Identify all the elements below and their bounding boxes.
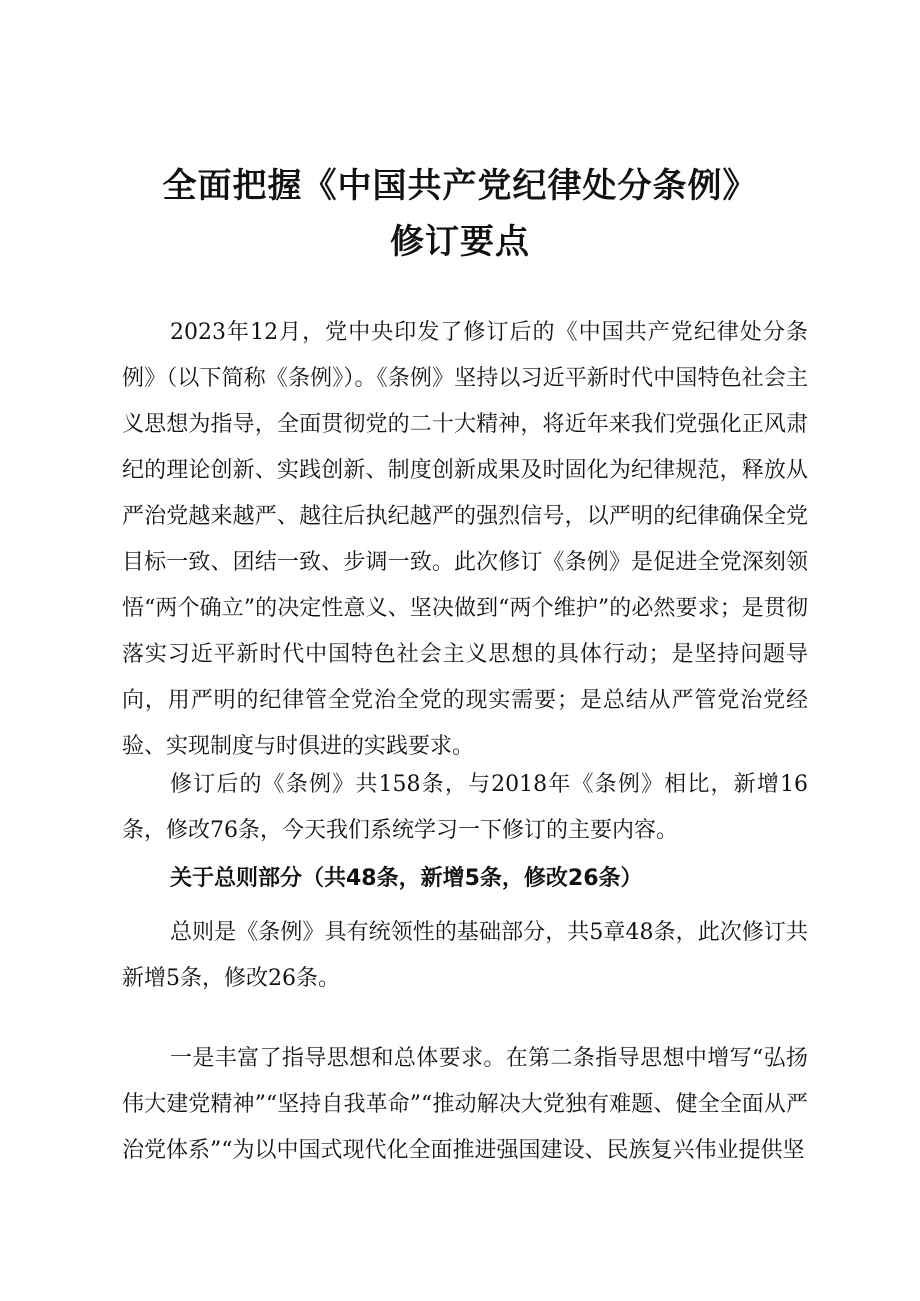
section-heading-general-provisions: 关于总则部分（共48条，新增5条，修改26条） [170,866,643,891]
document-title-line-1: 全面把握《中国共产党纪律处分条例》 [162,166,758,206]
paragraph-point-one: 一是丰富了指导思想和总体要求。在第二条指导思想中增写“弘扬伟大建党精神”“坚持自我革命”“推动解决大党独有难题、健全全面从严治党体系”“为以中国式现代化全面推进强国建设、民族复兴伟业提供坚 [122,1046,808,1163]
document-title-line-2: 修订要点 [390,222,530,262]
paragraph-summary: 修订后的《条例》共158条，与2018年《条例》相比，新增16条，修改76条，今天我们系统学习一下修订的主要内容。 [122,772,808,843]
paragraph-intro: 2023年12月，党中央印发了修订后的《中国共产党纪律处分条例》（以下简称《条例》）。《条例》坚持以习近平新时代中国特色社会主义思想为指导，全面贯彻党的二十大精神，将近年来我们党强化正风肃纪的理论创新、实践创新、制度创新成果及时固化为纪律规范，释放从严治党越来越严、越往后执纪越严的强烈信号，以严明的纪律确保全党目标一致、团结一致、步调一致。此次修订《条例》是促进全党深刻领悟“两个确立”的决定性意义、坚决做到“两个维护”的必然要求；是贯彻落实习近平新时代中国特色社会主义思想的具体行动；是坚持问题导向，用严明的纪律管全党治全党的现实需要；是总结从严管党治党经验、实现制度与时俱进的实践要求。 [122,320,808,759]
paragraph-general-provisions: 总则是《条例》具有统领性的基础部分，共5章48条，此次修订共新增5条，修改26条。 [122,920,808,991]
